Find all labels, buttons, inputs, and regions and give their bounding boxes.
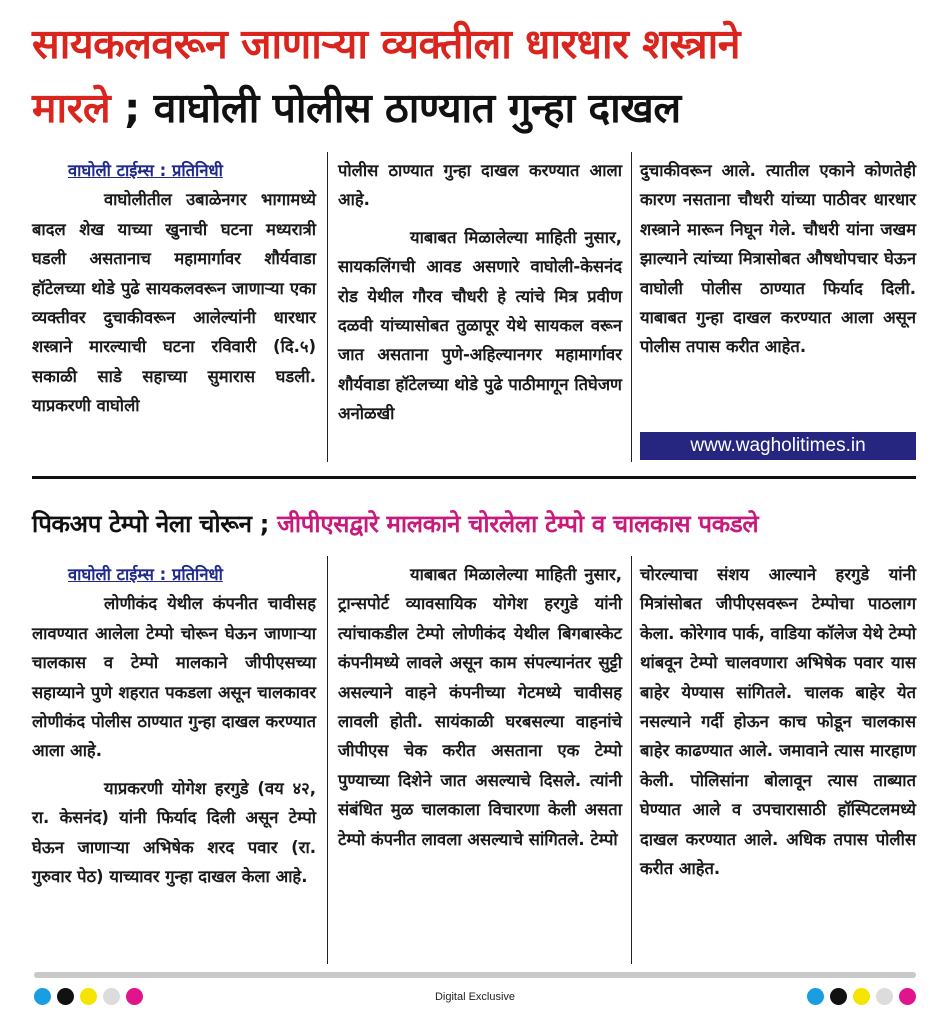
article2-col1-paragraph-1: लोणीकंद येथील कंपनीत चावीसह लावण्यात आलेला टेम्पो चोरून घेऊन जाणाऱ्या चालकास व टेम्पो मालकाने जीपीएसच्या सहाय्याने पुणे शहरात पकडला असून चालकावर लोणीकंद पोलीस ठाण्यात गुन्हा दाखल करण्यात आला आहे. (32, 594, 316, 761)
article2-col1-paragraph-2: याप्रकरणी योगेश हरगुडे (वय ४२, रा. केसनंद) यांनी फिर्याद दिली असून टेम्पो घेऊन जाणाऱ्या अभिषेक शरद पवार (रा. गुरुवार पेठ) याच्यावर गुन्हा दाखल केला आहे. (32, 778, 316, 887)
article1-headline-red: मारले (32, 84, 111, 132)
article2-col3-paragraph: चोरल्याचा संशय आल्याने हरगुडे यांनी मित्रांसोबत जीपीएसवरून टेम्पोचा पाठलाग केला. कोरेगाव पार्क, वाडिया कॉलेज येथे टेम्पो थांबवून टेम्पो चालवणारा अभिषेक पवार यास बाहेर येण्यास सांगितले. चालक बाहेर येत नसल्याने गर्दी होऊन काच फोडून चालकास बाहेर काढण्यात आले. जमावाने त्यास मारहाण केली. पोलिसांना बोलावून त्यास ताब्यात घेण्यात आले व उपचारासाठी हॉस्पिटलमध्ये दाखल करण्यात आले. अधिक तपास पोलीस करीत आहेत. (640, 565, 916, 879)
article1-headline-line1: सायकलवरून जाणाऱ्या व्यक्तीला धारधार शस्त्राने (32, 20, 740, 68)
article1-col1-paragraph: वाघोलीतील उबाळेनगर भागामध्ये बादल शेख याच्या खुनाची घटना मध्यरात्री घडली असतानाच महामार्गावर शौर्यवाडा हॉटेलच्या थोडे पुढे सायकलवरून जाणाऱ्या एका व्यक्तीवर दुचाकीवरून आलेल्यांनी धारधार शस्त्राने मारल्याची घटना रविवारी (दि.५) सकाळी साडे सहाच्या सुमारास घडली. याप्रकरणी वाघोली (32, 190, 316, 416)
article1-column-2 (338, 156, 622, 429)
column-divider (631, 152, 632, 462)
article2-headline-pink: जीपीएसद्वारे मालकाने चोरलेला टेम्पो व चालकास पकडले (277, 510, 759, 538)
article2-column-1 (32, 560, 316, 891)
article1-col2-paragraph-2: याबाबत मिळालेल्या माहिती नुसार, सायकलिंगची आवड असणारे वाघोली-केसनंद रोड येथील गौरव चौधरी हे त्यांचे मित्र प्रवीण दळवी यांच्यासोबत तुळापूर येथे सायकल वरून जात असताना पुणे-अहिल्यानगर महामार्गावर शौर्यवाडा हॉटेलच्या थोडे पुढे पाठीमागून तिघेजण अनोळखी (338, 227, 622, 424)
article1-col2-paragraph-1: पोलीस ठाण्यात गुन्हा दाखल करण्यात आला आहे. (338, 161, 622, 210)
article1-byline: वाघोली टाईम्स : प्रतिनिधी (68, 161, 223, 180)
column-divider (327, 556, 328, 964)
footer-label: Digital Exclusive (434, 991, 516, 1003)
article1-headline-line2 (32, 82, 932, 134)
article2-headline (32, 504, 932, 544)
article2-column-3 (640, 560, 916, 883)
article2-headline-black: पिकअप टेम्पो नेला चोरून ; (32, 510, 278, 538)
article2-column-2 (338, 560, 622, 854)
article1-col3-paragraph: दुचाकीवरून आले. त्यातील एकाने कोणतेही कारण नसताना चौधरी यांच्या पाठीवर धारधार शस्त्राने मारून निघून गेले. चौधरी यांना जखम झाल्याने त्यांच्या मित्रासोबत औषधोपचार घेऊन वाघोली पोलीस ठाण्यात फिर्याद दिली. याबाबत गुन्हा दाखल करण्यात आला असून पोलीस तपास करीत आहेत. (640, 161, 916, 357)
column-divider (631, 556, 632, 964)
footer-bar (34, 972, 916, 978)
article1-column-1 (32, 156, 316, 421)
article2-byline: वाघोली टाईम्स : प्रतिनिधी (68, 565, 223, 584)
article-separator (32, 476, 916, 479)
article1-column-3 (640, 156, 916, 362)
website-link-banner[interactable]: www.wagholitimes.in (640, 432, 916, 460)
column-divider (327, 152, 328, 462)
article1-headline-rest: ; वाघोली पोलीस ठाण्यात गुन्हा दाखल (110, 84, 681, 132)
article2-col2-paragraph: याबाबत मिळालेल्या माहिती नुसार, ट्रान्सपोर्ट व्यावसायिक योगेश हरगुडे यांनी त्यांचाकडील टेम्पो लोणीकंद येथील बिगबास्केट कंपनीमध्ये लावले असून काम संपल्यानंतर सुट्टी असल्याने वाहने कंपनीच्या गेटमध्ये चावीसह लावली होती. सायंकाळी घरबसल्या वाहनांचे जीपीएस चेक करीत असताना एक टेम्पो पुण्याच्या दिशेने जात असल्याचे दिसले. त्यांनी संबंधित मुळ चालकाला विचारणा केली असता टेम्पो कंपनीत लावला असल्याचे सांगितले. टेम्पो (338, 565, 622, 849)
